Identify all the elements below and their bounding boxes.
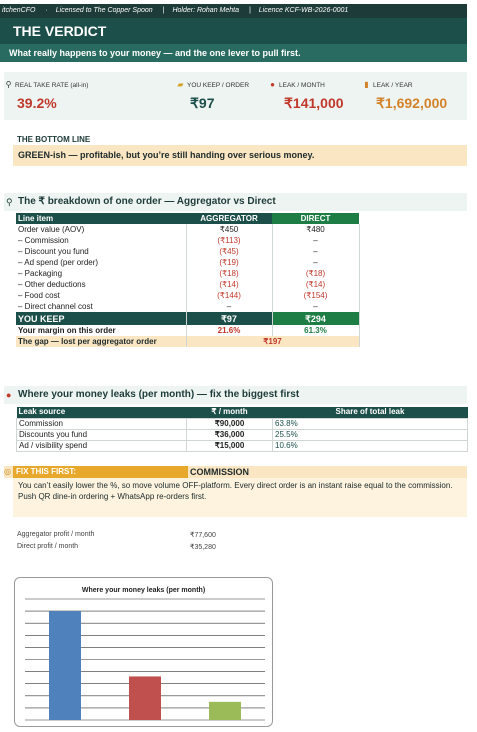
- column-header: Leak source: [17, 407, 187, 418]
- table-row: [16, 224, 359, 235]
- holder: Holder: Rohan Mehta: [172, 7, 239, 14]
- leak-source: Ad / visibility spend: [17, 440, 187, 451]
- table-row: [17, 429, 468, 440]
- leak-amount: ₹36,000: [187, 429, 273, 440]
- kpi-label: LEAK / MONTH: [279, 82, 325, 89]
- aggregator-cell: (₹144): [186, 290, 272, 301]
- bar-discounts-you-fund: [129, 676, 161, 720]
- kpi-take-rate: [4, 72, 174, 120]
- direct-cell: ₹294: [272, 312, 359, 325]
- verdict-title: THE VERDICT: [0, 18, 467, 44]
- kpi-value: 39.2%: [17, 95, 57, 111]
- leak-source: Discounts you fund: [17, 429, 187, 440]
- separator: |: [248, 7, 251, 14]
- direct-cell: –: [272, 246, 359, 257]
- leak-share: 10.6%: [273, 440, 468, 451]
- table-row: [17, 440, 468, 451]
- bar-ad-visibility-spend: [209, 702, 241, 720]
- separator: |: [162, 7, 165, 14]
- breakdown-title-text: The ₹ breakdown of one order — Aggregator vs Direct: [18, 196, 276, 207]
- leak-share: 25.5%: [273, 429, 468, 440]
- chart-title: Where your money leaks (per month): [81, 587, 206, 594]
- direct-profit-label: Direct profit / month: [17, 543, 79, 550]
- direct-cell: 61.3%: [272, 325, 359, 336]
- row-label: – Food cost: [16, 290, 186, 301]
- row-label: – Packaging: [16, 268, 186, 279]
- gap-value: ₹197: [186, 336, 359, 347]
- direct-cell: –: [272, 257, 359, 268]
- leak-source: Commission: [17, 418, 187, 429]
- aggregator-cell: (₹19): [186, 257, 272, 268]
- kpi-leak-month: [268, 72, 360, 120]
- leaks-title-text: Where your money leaks (per month) — fix the biggest first: [18, 389, 300, 400]
- direct-cell: ₹480: [272, 224, 359, 235]
- column-header: AGGREGATOR: [186, 213, 272, 224]
- aggregator-cell: (₹45): [186, 246, 272, 257]
- table-row: [16, 279, 359, 290]
- breakdown-section-title: [4, 193, 467, 211]
- leak-amount: ₹15,000: [187, 440, 273, 451]
- bottom-line-text: GREEN-ish — profitable, but you’re still handing over serious money.: [13, 145, 467, 166]
- bar-chart-icon: ▮: [364, 80, 369, 89]
- aggregator-cell: 21.6%: [186, 325, 272, 336]
- leaks-section-title: [4, 386, 467, 404]
- direct-cell: –: [272, 301, 359, 312]
- row-label: – Direct channel cost: [16, 301, 186, 312]
- leak-chart-svg: [15, 578, 272, 726]
- aggregator-cell: –: [186, 301, 272, 312]
- table-row: [16, 246, 359, 257]
- bar-commission: [49, 611, 81, 720]
- money-bag-icon: ▰: [177, 80, 184, 89]
- kpi-row: [4, 72, 467, 120]
- leak-amount: ₹90,000: [187, 418, 273, 429]
- leak-table: [16, 407, 468, 452]
- aggregator-cell: ₹97: [186, 312, 272, 325]
- direct-cell: –: [272, 235, 359, 246]
- kpi-you-keep: [176, 72, 268, 120]
- kpi-label: LEAK / YEAR: [373, 82, 413, 89]
- gap-row: [16, 336, 359, 347]
- kpi-leak-year: [362, 72, 467, 120]
- aggregator-cell: (₹14): [186, 279, 272, 290]
- kpi-label: REAL TAKE RATE (all-in): [15, 82, 89, 89]
- breakdown-table: [16, 213, 360, 347]
- direct-cell: (₹154): [272, 290, 359, 301]
- row-label: Your margin on this order: [16, 325, 186, 336]
- kpi-label: YOU KEEP / ORDER: [187, 82, 250, 89]
- aggregator-cell: (₹18): [186, 268, 272, 279]
- table-row: [16, 290, 359, 301]
- table-row: [17, 418, 468, 429]
- table-row: [16, 257, 359, 268]
- app-name: itchenCFO: [2, 7, 36, 14]
- table-header-row: [17, 407, 468, 418]
- row-label: Order value (AOV): [16, 224, 186, 235]
- target-icon: ◎: [4, 467, 11, 476]
- row-label: – Commission: [16, 235, 186, 246]
- fix-first-body: You can’t easily lower the %, so move volume OFF-platform. Every direct order is an instant raise equal to the commission. Push QR dine-in ordering + WhatsApp re-orders first.: [13, 478, 467, 517]
- direct-profit-value: ₹35,280: [190, 544, 216, 551]
- table-row: [16, 301, 359, 312]
- verdict-subtitle: What really happens to your money — and the one lever to pull first.: [0, 44, 467, 62]
- column-header: Share of total leak: [273, 407, 468, 418]
- leak-chart: [14, 577, 273, 727]
- licence-number: Licence KCF-WB-2026-0001: [258, 7, 349, 14]
- row-label: YOU KEEP: [16, 312, 186, 325]
- kpi-value: ₹1,692,000: [376, 95, 448, 111]
- magnifier-icon: ⚲: [5, 80, 12, 89]
- magnifier-icon: ⚲: [6, 197, 13, 207]
- column-header: Line item: [16, 213, 186, 224]
- table-row: [16, 268, 359, 279]
- fix-first-value: COMMISSION: [190, 467, 250, 477]
- table-header-row: [16, 213, 359, 224]
- margin-row: [16, 325, 359, 336]
- aggregator-cell: (₹113): [186, 235, 272, 246]
- drop-icon: ●: [270, 80, 275, 89]
- direct-cell: (₹14): [272, 279, 359, 290]
- bottom-line-title: THE BOTTOM LINE: [17, 135, 91, 144]
- direct-cell: (₹18): [272, 268, 359, 279]
- row-label: – Other deductions: [16, 279, 186, 290]
- fix-first-label: FIX THIS FIRST:: [13, 466, 188, 478]
- aggregator-profit-label: Aggregator profit / month: [17, 531, 95, 538]
- row-label: The gap — lost per aggregator order: [16, 336, 186, 347]
- kpi-value: ₹97: [190, 95, 215, 111]
- aggregator-profit-value: ₹77,600: [190, 532, 216, 539]
- leak-share: 63.8%: [273, 418, 468, 429]
- row-label: – Ad spend (per order): [16, 257, 186, 268]
- drop-icon: ●: [6, 390, 12, 400]
- you-keep-row: [16, 312, 359, 325]
- fix-first-row: [4, 466, 467, 478]
- row-label: – Discount you fund: [16, 246, 186, 257]
- separator: ·: [45, 7, 48, 14]
- kpi-value: ₹141,000: [284, 95, 344, 111]
- aggregator-cell: ₹450: [186, 224, 272, 235]
- license-bar: [0, 4, 467, 18]
- column-header: ₹ / month: [187, 407, 273, 418]
- licensed-to: Licensed to The Copper Spoon: [55, 7, 153, 14]
- column-header: DIRECT: [272, 213, 359, 224]
- table-row: [16, 235, 359, 246]
